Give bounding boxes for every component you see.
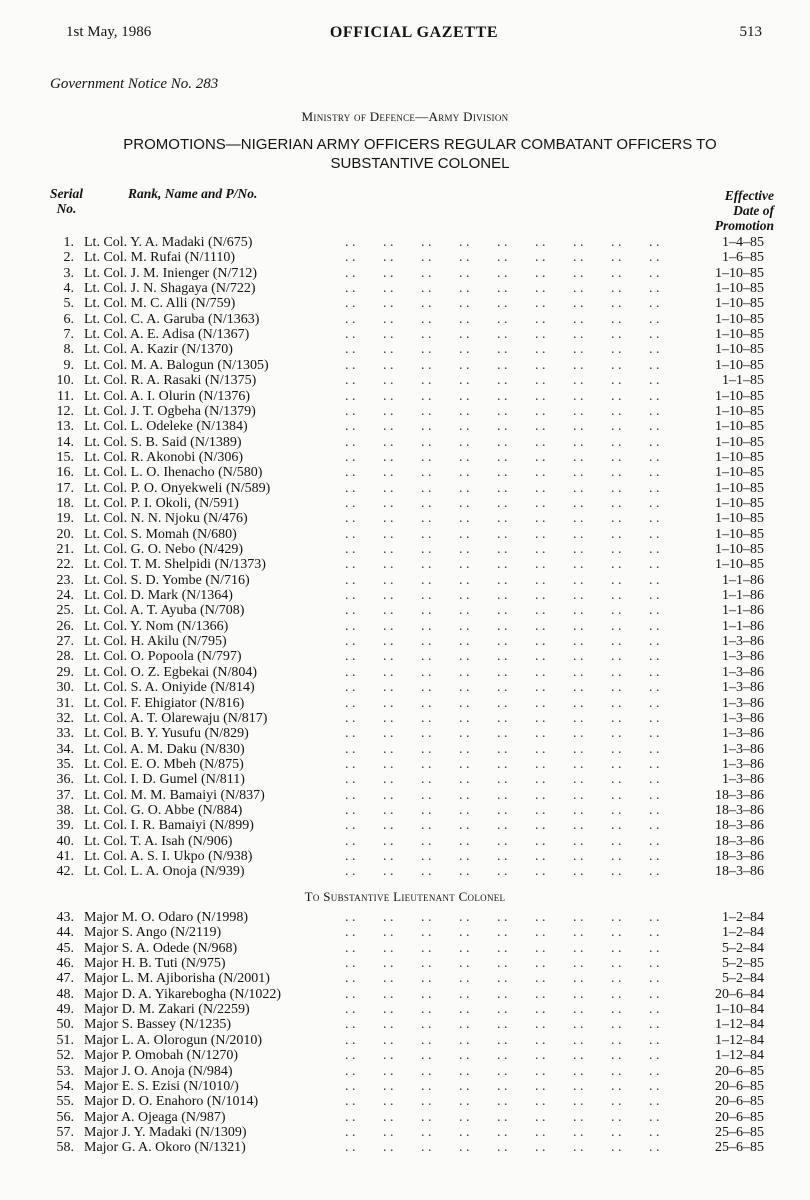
officer-name: Lt. Col. A. S. I. Ukpo (N/938) <box>84 849 253 864</box>
promotion-date: 1–12–84 <box>715 1017 764 1033</box>
officer-name: Lt. Col. T. A. Isah (N/906) <box>84 833 233 849</box>
leader-dots: . . . . . . . . . . . . . . . . . . <box>345 281 660 297</box>
serial-number: 52. <box>56 1048 74 1064</box>
leader-dots: . . . . . . . . . . . . . . . . . . <box>345 327 660 343</box>
officer-name: Lt. Col. J. M. Inienger (N/712) <box>84 265 258 281</box>
leader-dots: . . . . . . . . . . . . . . . . . . <box>345 557 660 573</box>
serial-number: 1. <box>63 235 74 250</box>
serial-number: 22. <box>56 557 74 573</box>
officer-name: Lt. Col. M. M. Bamaiyi (N/837) <box>84 787 265 803</box>
officer-name: Lt. Col. J. T. Ogbeha (N/1379) <box>84 403 256 419</box>
promotion-date: 1–4–85 <box>722 235 764 250</box>
officer-name: Major G. A. Okoro (N/1321) <box>84 1140 246 1156</box>
promotion-date: 1–10–85 <box>715 526 764 542</box>
table-row <box>0 863 810 880</box>
serial-number: 55. <box>56 1094 74 1110</box>
promotion-date: 25–6–85 <box>715 1140 764 1156</box>
leader-dots: . . . . . . . . . . . . . . . . . . <box>345 449 660 465</box>
officer-name: Major M. O. Odaro (N/1998) <box>84 910 249 925</box>
leader-dots: . . . . . . . . . . . . . . . . . . <box>345 756 660 772</box>
officer-name: Lt. Col. M. Rufai (N/1110) <box>84 250 236 266</box>
leader-dots: . . . . . . . . . . . . . . . . . . <box>345 1048 660 1064</box>
officer-name: Lt. Col. S. B. Said (N/1389) <box>84 434 242 450</box>
promotion-date: 18–3–86 <box>715 833 764 849</box>
officer-name: Major E. S. Ezisi (N/1010/) <box>84 1078 239 1094</box>
serial-number: 39. <box>56 818 74 834</box>
promotion-date: 1–1–85 <box>722 373 764 389</box>
serial-number: 28. <box>56 649 74 665</box>
serial-number: 44. <box>56 925 74 941</box>
officer-name: Lt. Col. L. Odeleke (N/1384) <box>84 419 248 435</box>
officer-name: Lt. Col. G. O. Abbe (N/884) <box>84 802 243 818</box>
officer-name: Lt. Col. I. D. Gumel (N/811) <box>84 772 245 788</box>
officer-name: Lt. Col. P. O. Onyekweli (N/589) <box>84 480 271 496</box>
promotion-title-line-2: SUBSTANTIVE COLONEL <box>330 155 510 172</box>
leader-dots: . . . . . . . . . . . . . . . . . . <box>345 1109 660 1125</box>
promotion-date: 1–3–86 <box>722 634 764 650</box>
leader-dots: . . . . . . . . . . . . . . . . . . <box>345 572 660 588</box>
officer-name: Lt. Col. P. I. Okoli, (N/591) <box>84 495 239 511</box>
promotion-date: 1–1–86 <box>722 603 764 619</box>
leader-dots: . . . . . . . . . . . . . . . . . . <box>345 357 660 373</box>
officer-name: Major D. M. Zakari (N/2259) <box>84 1002 250 1018</box>
officer-name: Major S. A. Odede (N/968) <box>84 940 238 956</box>
leader-dots: . . . . . . . . . . . . . . . . . . <box>345 603 660 619</box>
serial-number: 37. <box>56 787 74 803</box>
promotion-date: 20–6–85 <box>715 1094 764 1110</box>
leader-dots: . . . . . . . . . . . . . . . . . . <box>345 1002 660 1018</box>
leader-dots: . . . . . . . . . . . . . . . . . . <box>345 250 660 266</box>
officer-name: Lt. Col. H. Akilu (N/795) <box>84 634 227 650</box>
serial-number: 16. <box>56 465 74 481</box>
officer-name: Lt. Col. A. I. Olurin (N/1376) <box>84 388 251 404</box>
serial-number: 8. <box>63 342 74 358</box>
officer-name: Lt. Col. J. N. Shagaya (N/722) <box>84 281 256 297</box>
promotion-date: 1–10–85 <box>715 419 764 435</box>
serial-number: 25. <box>56 603 74 619</box>
leader-dots: . . . . . . . . . . . . . . . . . . <box>345 925 660 941</box>
serial-number: 34. <box>56 741 74 757</box>
leader-dots: . . . . . . . . . . . . . . . . . . <box>345 818 660 834</box>
serial-number: 6. <box>63 311 74 327</box>
officer-name: Lt. Col. C. A. Garuba (N/1363) <box>84 311 260 327</box>
leader-dots: . . . . . . . . . . . . . . . . . . <box>345 542 660 557</box>
officer-name: Major S. Bassey (N/1235) <box>84 1017 231 1033</box>
serial-number: 53. <box>56 1063 74 1079</box>
serial-number: 47. <box>56 971 74 987</box>
serial-header-line-1: Serial <box>50 186 84 201</box>
effective-header-line-2: Date of <box>733 203 774 218</box>
effective-date-column-header <box>715 188 774 233</box>
officer-name: Lt. Col. M. A. Balogun (N/1305) <box>84 357 269 373</box>
officer-name: Lt. Col. Y. A. Madaki (N/675) <box>84 235 253 250</box>
leader-dots: . . . . . . . . . . . . . . . . . . <box>345 1140 660 1156</box>
serial-number: 14. <box>56 434 74 450</box>
promotion-date: 1–12–84 <box>715 1048 764 1064</box>
serial-number: 13. <box>56 419 74 435</box>
leader-dots: . . . . . . . . . . . . . . . . . . <box>345 833 660 849</box>
officer-name: Lt. Col. A. M. Daku (N/830) <box>84 741 245 757</box>
ministry-heading: Ministry of Defence—Army Division <box>301 109 509 124</box>
leader-dots: . . . . . . . . . . . . . . . . . . <box>345 495 660 511</box>
serial-number: 15. <box>56 449 74 465</box>
leader-dots: . . . . . . . . . . . . . . . . . . <box>345 618 660 634</box>
promotion-date: 1–10–85 <box>715 342 764 358</box>
promotion-date: 1–3–86 <box>722 695 764 711</box>
leader-dots: . . . . . . . . . . . . . . . . . . <box>345 634 660 650</box>
officer-name: Lt. Col. F. Ehigiator (N/816) <box>84 695 245 711</box>
promotion-date: 20–6–85 <box>715 1109 764 1125</box>
serial-number: 56. <box>56 1109 74 1125</box>
leader-dots: . . . . . . . . . . . . . . . . . . <box>345 802 660 818</box>
promotion-date: 1–10–85 <box>715 388 764 404</box>
promotion-date: 1–10–84 <box>715 1002 764 1018</box>
serial-number: 42. <box>56 864 74 880</box>
serial-number: 11. <box>57 388 74 404</box>
officer-name: Lt. Col. T. M. Shelpidi (N/1373) <box>84 557 266 573</box>
serial-number: 57. <box>56 1124 74 1140</box>
leader-dots: . . . . . . . . . . . . . . . . . . <box>345 465 660 481</box>
leader-dots: . . . . . . . . . . . . . . . . . . <box>345 588 660 604</box>
leader-dots: . . . . . . . . . . . . . . . . . . <box>345 403 660 419</box>
officer-name: Lt. Col. I. R. Bamaiyi (N/899) <box>84 818 254 834</box>
promotion-date: 18–3–86 <box>715 849 764 864</box>
serial-number: 46. <box>56 956 74 972</box>
leader-dots: . . . . . . . . . . . . . . . . . . <box>345 1063 660 1079</box>
serial-number: 12. <box>56 403 74 419</box>
promotion-date: 1–3–86 <box>722 649 764 665</box>
officer-name: Major S. Ango (N/2119) <box>84 925 222 941</box>
officer-name: Lt. Col. M. C. Alli (N/759) <box>84 296 236 312</box>
promotion-date: 1–3–86 <box>722 710 764 726</box>
promotion-date: 18–3–86 <box>715 802 764 818</box>
promotion-title-line-1: PROMOTIONS—NIGERIAN ARMY OFFICERS REGULAR COMBATANT OFFICERS TO <box>123 136 717 153</box>
serial-number: 18. <box>56 495 74 511</box>
promotion-date: 1–10–85 <box>715 403 764 419</box>
leader-dots: . . . . . . . . . . . . . . . . . . <box>345 710 660 726</box>
promotion-date: 1–1–86 <box>722 588 764 604</box>
promotion-date: 1–10–85 <box>715 542 764 557</box>
serial-header-line-2: No. <box>56 201 77 216</box>
promotion-date: 1–10–85 <box>715 557 764 573</box>
promotion-date: 1–10–85 <box>715 327 764 343</box>
leader-dots: . . . . . . . . . . . . . . . . . . <box>345 1017 660 1033</box>
issue-date: 1st May, 1986 <box>66 24 152 40</box>
leader-dots: . . . . . . . . . . . . . . . . . . <box>345 265 660 281</box>
officer-name: Lt. Col. L. O. Ihenacho (N/580) <box>84 465 263 481</box>
officer-name: Lt. Col. O. Popoola (N/797) <box>84 649 242 665</box>
leader-dots: . . . . . . . . . . . . . . . . . . <box>345 511 660 527</box>
promotion-date: 1–1–86 <box>722 572 764 588</box>
serial-number: 50. <box>56 1017 74 1033</box>
officer-name: Lt. Col. D. Mark (N/1364) <box>84 588 233 604</box>
serial-number: 40. <box>56 833 74 849</box>
serial-number: 31. <box>56 695 74 711</box>
officer-name: Major L. A. Olorogun (N/2010) <box>84 1032 263 1048</box>
promotion-date: 5–2–84 <box>722 971 764 987</box>
officer-name: Major J. O. Anoja (N/984) <box>84 1063 233 1079</box>
serial-number: 21. <box>56 542 74 557</box>
promotion-date: 5–2–84 <box>722 940 764 956</box>
officer-name: Major J. Y. Madaki (N/1309) <box>84 1124 247 1140</box>
serial-column-header <box>50 186 83 216</box>
serial-number: 2. <box>63 250 74 266</box>
leader-dots: . . . . . . . . . . . . . . . . . . <box>345 787 660 803</box>
leader-dots: . . . . . . . . . . . . . . . . . . <box>345 971 660 987</box>
serial-number: 33. <box>56 726 74 742</box>
serial-number: 23. <box>56 572 74 588</box>
serial-number: 24. <box>56 588 74 604</box>
leader-dots: . . . . . . . . . . . . . . . . . . <box>345 388 660 404</box>
officer-name: Lt. Col. S. A. Oniyide (N/814) <box>84 680 255 696</box>
officer-name: Lt. Col. S. D. Yombe (N/716) <box>84 572 250 588</box>
promotion-date: 5–2–85 <box>722 956 764 972</box>
officer-name: Lt. Col. Y. Nom (N/1366) <box>84 618 229 634</box>
promotion-date: 1–3–86 <box>722 680 764 696</box>
leader-dots: . . . . . . . . . . . . . . . . . . <box>345 1124 660 1140</box>
leader-dots: . . . . . . . . . . . . . . . . . . <box>345 296 660 312</box>
officer-name: Lt. Col. A. T. Ayuba (N/708) <box>84 603 245 619</box>
promotion-date: 1–2–84 <box>722 925 764 941</box>
leader-dots: . . . . . . . . . . . . . . . . . . <box>345 664 660 680</box>
promotion-date: 18–3–86 <box>715 787 764 803</box>
officer-name: Major H. B. Tuti (N/975) <box>84 956 226 972</box>
promotion-date: 20–6–84 <box>715 986 764 1002</box>
leader-dots: . . . . . . . . . . . . . . . . . . <box>345 311 660 327</box>
officer-name: Lt. Col. R. A. Rasaki (N/1375) <box>84 373 257 389</box>
promotion-date: 20–6–85 <box>715 1078 764 1094</box>
promotion-date: 1–3–86 <box>722 756 764 772</box>
promotion-date: 1–10–85 <box>715 265 764 281</box>
officer-name: Lt. Col. S. Momah (N/680) <box>84 526 237 542</box>
leader-dots: . . . . . . . . . . . . . . . . . . <box>345 772 660 788</box>
serial-number: 29. <box>56 664 74 680</box>
officer-name: Lt. Col. A. T. Olarewaju (N/817) <box>84 710 268 726</box>
leader-dots: . . . . . . . . . . . . . . . . . . <box>345 235 660 250</box>
leader-dots: . . . . . . . . . . . . . . . . . . <box>345 680 660 696</box>
officer-name: Lt. Col. L. A. Onoja (N/939) <box>84 864 245 880</box>
serial-number: 32. <box>56 710 74 726</box>
promotion-date: 1–10–85 <box>715 480 764 496</box>
running-header <box>66 24 762 46</box>
serial-number: 5. <box>63 296 74 312</box>
leader-dots: . . . . . . . . . . . . . . . . . . <box>345 956 660 972</box>
leader-dots: . . . . . . . . . . . . . . . . . . <box>345 940 660 956</box>
serial-number: 49. <box>56 1002 74 1018</box>
officer-name: Major D. O. Enahoro (N/1014) <box>84 1094 259 1110</box>
promotion-date: 1–10–85 <box>715 465 764 481</box>
serial-number: 20. <box>56 526 74 542</box>
promotion-date: 1–1–86 <box>722 618 764 634</box>
serial-number: 19. <box>56 511 74 527</box>
serial-number: 17. <box>56 480 74 496</box>
leader-dots: . . . . . . . . . . . . . . . . . . <box>345 910 660 925</box>
effective-header-line-3: Promotion <box>714 218 774 233</box>
serial-number: 7. <box>63 327 74 343</box>
serial-number: 38. <box>56 802 74 818</box>
promotion-date: 1–10–85 <box>715 449 764 465</box>
promotion-date: 1–10–85 <box>715 495 764 511</box>
leader-dots: . . . . . . . . . . . . . . . . . . <box>345 726 660 742</box>
promotion-date: 1–2–84 <box>722 910 764 925</box>
promotion-date: 1–10–85 <box>715 281 764 297</box>
officer-name: Lt. Col. O. Z. Egbekai (N/804) <box>84 664 258 680</box>
promotion-title <box>70 135 770 173</box>
promotion-date: 1–3–86 <box>722 726 764 742</box>
leader-dots: . . . . . . . . . . . . . . . . . . <box>345 986 660 1002</box>
leader-dots: . . . . . . . . . . . . . . . . . . <box>345 695 660 711</box>
officer-name: Lt. Col. B. Y. Yusufu (N/829) <box>84 726 249 742</box>
leader-dots: . . . . . . . . . . . . . . . . . . <box>345 649 660 665</box>
promotion-date: 1–10–85 <box>715 511 764 527</box>
officer-name: Major P. Omobah (N/1270) <box>84 1048 238 1064</box>
leader-dots: . . . . . . . . . . . . . . . . . . <box>345 1094 660 1110</box>
officer-name: Major L. M. Ajiborisha (N/2001) <box>84 971 270 987</box>
officer-name: Lt. Col. G. O. Nebo (N/429) <box>84 542 244 557</box>
promotion-date: 1–10–85 <box>715 357 764 373</box>
leader-dots: . . . . . . . . . . . . . . . . . . <box>345 1078 660 1094</box>
leader-dots: . . . . . . . . . . . . . . . . . . <box>345 741 660 757</box>
promotion-date: 18–3–86 <box>715 864 764 880</box>
serial-number: 27. <box>56 634 74 650</box>
promotion-date: 25–6–85 <box>715 1124 764 1140</box>
serial-number: 4. <box>63 281 74 297</box>
promotion-date: 1–10–85 <box>715 434 764 450</box>
rank-name-column-header: Rank, Name and P/No. <box>128 186 258 201</box>
promotion-date: 1–12–84 <box>715 1032 764 1048</box>
serial-number: 45. <box>56 940 74 956</box>
serial-number: 58. <box>56 1140 74 1156</box>
promotion-date: 1–10–85 <box>715 296 764 312</box>
promotion-date: 20–6–85 <box>715 1063 764 1079</box>
officer-name: Major D. A. Yikarebogha (N/1022) <box>84 986 281 1002</box>
serial-number: 54. <box>56 1078 74 1094</box>
leader-dots: . . . . . . . . . . . . . . . . . . <box>345 373 660 389</box>
serial-number: 26. <box>56 618 74 634</box>
serial-number: 30. <box>56 680 74 696</box>
leader-dots: . . . . . . . . . . . . . . . . . . <box>345 526 660 542</box>
leader-dots: . . . . . . . . . . . . . . . . . . <box>345 1032 660 1048</box>
promotion-date: 1–3–86 <box>722 664 764 680</box>
section-2-heading: To Substantive Lieutenant Colonel <box>304 889 506 904</box>
promotion-date: 1–10–85 <box>715 311 764 327</box>
serial-number: 41. <box>56 849 74 864</box>
promotion-date: 1–3–86 <box>722 741 764 757</box>
leader-dots: . . . . . . . . . . . . . . . . . . <box>345 864 660 880</box>
officer-name: Lt. Col. E. O. Mbeh (N/875) <box>84 756 244 772</box>
effective-header-line-1: Effective <box>724 188 774 203</box>
serial-number: 3. <box>63 265 74 281</box>
leader-dots: . . . . . . . . . . . . . . . . . . <box>345 419 660 435</box>
table-row <box>0 1139 810 1156</box>
notice-number: Government Notice No. 283 <box>50 76 219 92</box>
officer-name: Lt. Col. A. E. Adisa (N/1367) <box>84 327 250 343</box>
leader-dots: . . . . . . . . . . . . . . . . . . <box>345 849 660 864</box>
leader-dots: . . . . . . . . . . . . . . . . . . <box>345 434 660 450</box>
leader-dots: . . . . . . . . . . . . . . . . . . <box>345 480 660 496</box>
officer-name: Lt. Col. R. Akonobi (N/306) <box>84 449 244 465</box>
officer-name: Major A. Ojeaga (N/987) <box>84 1109 226 1125</box>
promotion-date: 1–6–85 <box>722 250 764 266</box>
serial-number: 48. <box>56 986 74 1002</box>
serial-number: 43. <box>56 910 74 925</box>
promotion-date: 1–3–86 <box>722 772 764 788</box>
officer-name: Lt. Col. N. N. Njoku (N/476) <box>84 511 248 527</box>
gazette-title: OFFICIAL GAZETTE <box>329 24 499 41</box>
serial-number: 9. <box>63 357 74 373</box>
serial-number: 51. <box>56 1032 74 1048</box>
promotion-date: 18–3–86 <box>715 818 764 834</box>
serial-number: 10. <box>56 373 74 389</box>
serial-number: 36. <box>56 772 74 788</box>
serial-number: 35. <box>56 756 74 772</box>
officer-name: Lt. Col. A. Kazir (N/1370) <box>84 342 233 358</box>
page-number: 513 <box>739 24 762 40</box>
leader-dots: . . . . . . . . . . . . . . . . . . <box>345 342 660 358</box>
